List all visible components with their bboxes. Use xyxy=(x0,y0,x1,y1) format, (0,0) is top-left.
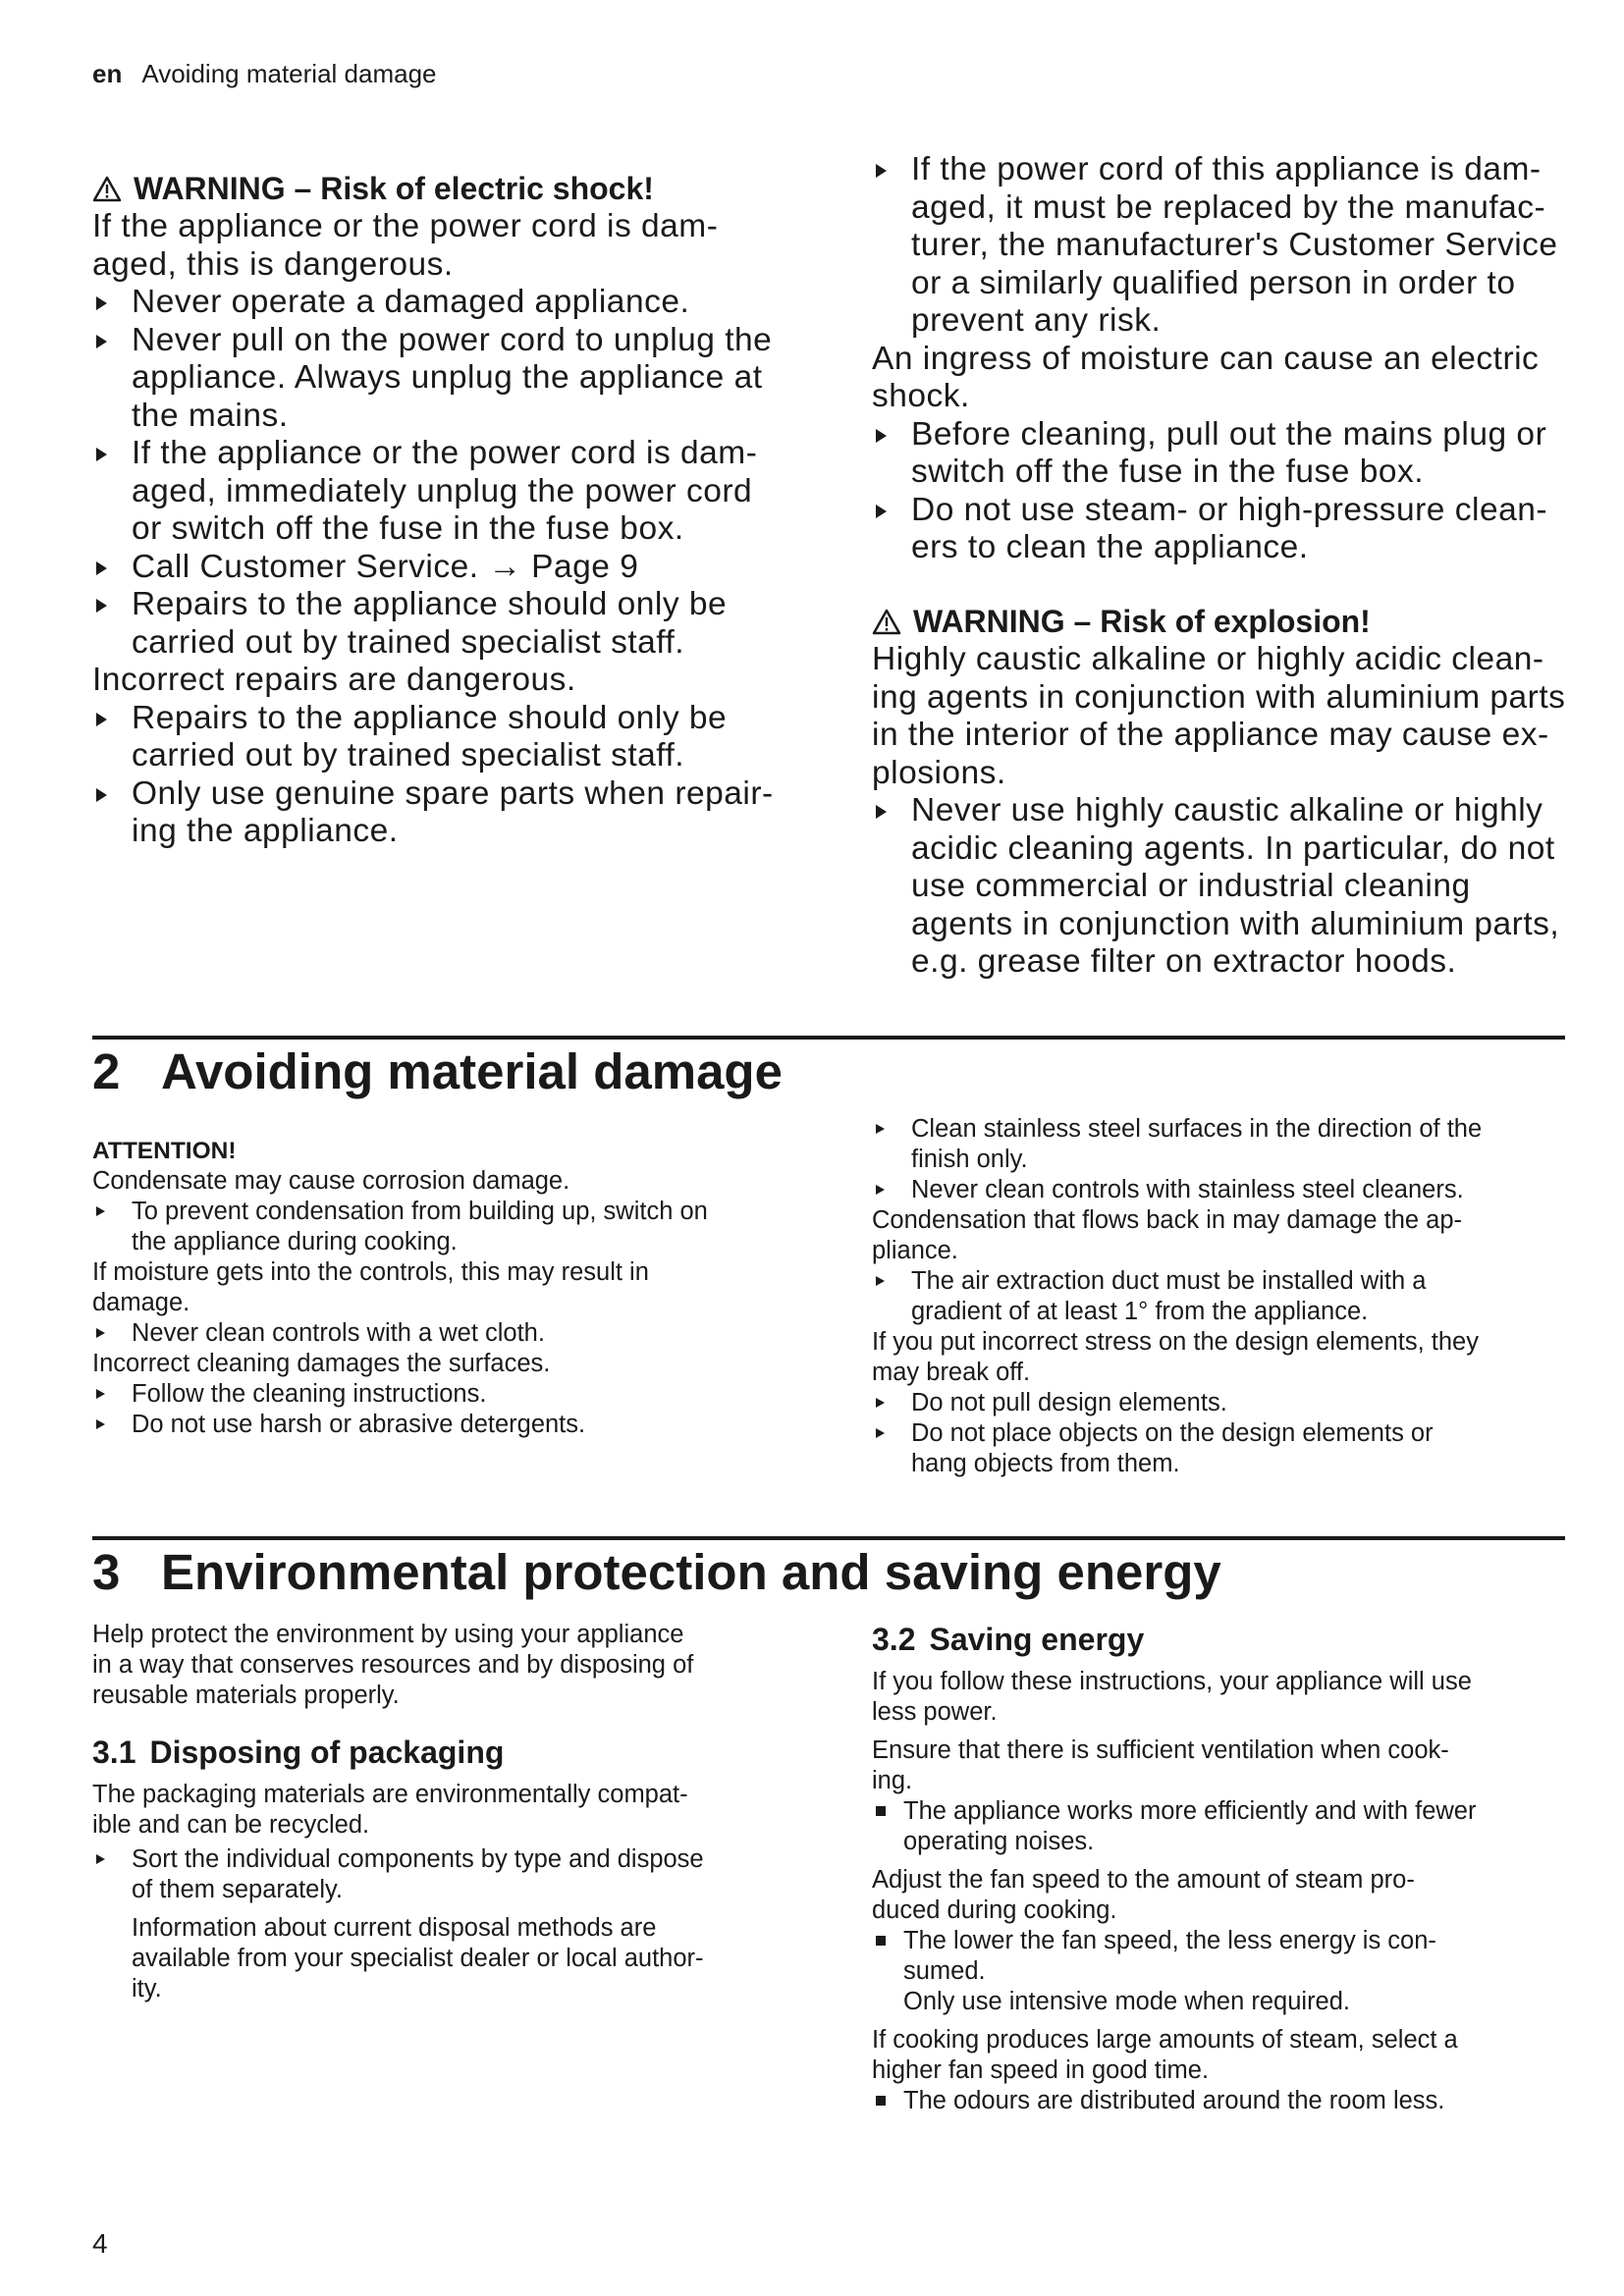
warning-explosion xyxy=(872,602,1579,982)
list-item: Repairs to the appliance should only be carried out by trained specialist staff. xyxy=(92,700,809,775)
right-column-top xyxy=(872,151,1579,567)
section3-right xyxy=(872,1620,1579,2116)
paragraph: Incorrect repairs are dangerous. xyxy=(92,662,576,698)
subsection-title: 3.1 Disposing of packaging xyxy=(92,1735,505,1770)
section3-left xyxy=(92,1620,819,2004)
paragraph: Highly caustic alkaline or highly acidic clean- ing agents in conjunction with aluminium parts in the interior of the appliance may cause ex- plosions. xyxy=(872,641,1566,791)
list-item: Before cleaning, pull out the mains plug or switch off the fuse in the fuse box. xyxy=(872,416,1579,492)
warning-heading: WARNING – Risk of electric shock! xyxy=(92,169,809,208)
result-item: The odours are distributed around the room less. xyxy=(872,2086,1579,2116)
paragraph: If you put incorrect stress on the design elements, they may break off. xyxy=(872,1328,1479,1386)
paragraph: Information about current disposal methods are available from your specialist dealer or local author- ity. xyxy=(132,1914,704,2002)
paragraph: If the appliance or the power cord is dam- aged, this is dangerous. xyxy=(92,208,719,283)
section-title: 3 Environmental protection and saving energy xyxy=(92,1544,1221,1600)
paragraph: If you follow these instructions, your appliance will use less power. xyxy=(872,1668,1472,1726)
section-rule xyxy=(92,1036,1565,1040)
list-item: If the appliance or the power cord is dam- aged, immediately unplug the power cord or switch off the fuse in the fuse box. xyxy=(92,435,809,549)
result-item: The lower the fan speed, the less energy is con- sumed. xyxy=(872,1926,1579,1987)
list-item: Never pull on the power cord to unplug the appliance. Always unplug the appliance at the mains. xyxy=(92,322,809,436)
list-item: Do not use harsh or abrasive detergents. xyxy=(92,1410,819,1440)
paragraph: Only use intensive mode when required. xyxy=(903,1988,1351,2015)
list-item: Do not pull design elements. xyxy=(872,1388,1579,1418)
list-item: Never clean controls with stainless steel cleaners. xyxy=(872,1175,1579,1205)
list-item: Sort the individual components by type and dispose of them separately. xyxy=(92,1844,819,1905)
warning-heading: WARNING – Risk of explosion! xyxy=(872,602,1579,641)
paragraph: The packaging materials are environmentally compat- ible and can be recycled. xyxy=(92,1781,688,1839)
list-item: Follow the cleaning instructions. xyxy=(92,1379,819,1410)
list-item: Never use highly caustic alkaline or highly acidic cleaning agents. In particular, do not use commercial or industrial cleaning agents in conjunction with aluminium parts, e.g. grease filter on extractor hoods. xyxy=(872,792,1579,982)
paragraph: An ingress of moisture can cause an electric shock. xyxy=(872,340,1540,414)
section2-right xyxy=(872,1114,1579,1479)
page-number: 4 xyxy=(92,2228,108,2259)
paragraph: Condensate may cause corrosion damage. xyxy=(92,1167,570,1195)
section-title: 2 Avoiding material damage xyxy=(92,1043,783,1099)
header-title: Avoiding material damage xyxy=(141,59,437,88)
list-item xyxy=(92,549,809,587)
list-item: Clean stainless steel surfaces in the direction of the finish only. xyxy=(872,1114,1579,1175)
list-item: Do not place objects on the design elements or hang objects from them. xyxy=(872,1418,1579,1479)
language-code: en xyxy=(92,59,123,88)
list-item: To prevent condensation from building up, switch on the appliance during cooking. xyxy=(92,1197,819,1257)
warning-electric-shock xyxy=(92,169,809,851)
list-item: Do not use steam- or high-pressure clean- ers to clean the appliance. xyxy=(872,492,1579,567)
list-item: Repairs to the appliance should only be carried out by trained specialist staff. xyxy=(92,586,809,662)
paragraph: If moisture gets into the controls, this may result in damage. xyxy=(92,1258,649,1316)
paragraph: If cooking produces large amounts of steam, select a higher fan speed in good time. xyxy=(872,2026,1458,2084)
list-item: The air extraction duct must be installed with a gradient of at least 1° from the appliance. xyxy=(872,1266,1579,1327)
running-header xyxy=(92,59,437,89)
section2-left xyxy=(92,1136,819,1440)
attention-label: ATTENTION! xyxy=(92,1138,237,1164)
subsection-title: 3.2 Saving energy xyxy=(872,1622,1145,1657)
list-item: Never clean controls with a wet cloth. xyxy=(92,1318,819,1349)
list-item: Only use genuine spare parts when repair- ing the appliance. xyxy=(92,775,809,851)
warning-triangle-icon xyxy=(92,176,122,202)
paragraph: Help protect the environment by using your appliance in a way that conserves resources and by disposing of reusable materials properly. xyxy=(92,1621,694,1709)
section-rule xyxy=(92,1536,1565,1540)
paragraph: Condensation that flows back in may damage the ap- pliance. xyxy=(872,1206,1463,1264)
list-item: If the power cord of this appliance is dam- aged, it must be replaced by the manufac- turer, the manufacturer's Customer Service or a similarly qualified person in order to prevent any risk. xyxy=(872,151,1579,341)
page-link[interactable]: Call Customer Service. → Page 9 xyxy=(132,548,639,585)
paragraph: Adjust the fan speed to the amount of steam pro- duced during cooking. xyxy=(872,1866,1415,1924)
paragraph: Incorrect cleaning damages the surfaces. xyxy=(92,1350,551,1377)
result-item: The appliance works more efficiently and with fewer operating noises. xyxy=(872,1796,1579,1857)
list-item: Never operate a damaged appliance. xyxy=(92,284,809,322)
warning-triangle-icon xyxy=(872,609,901,635)
paragraph: Ensure that there is sufficient ventilation when cook- ing. xyxy=(872,1736,1449,1794)
